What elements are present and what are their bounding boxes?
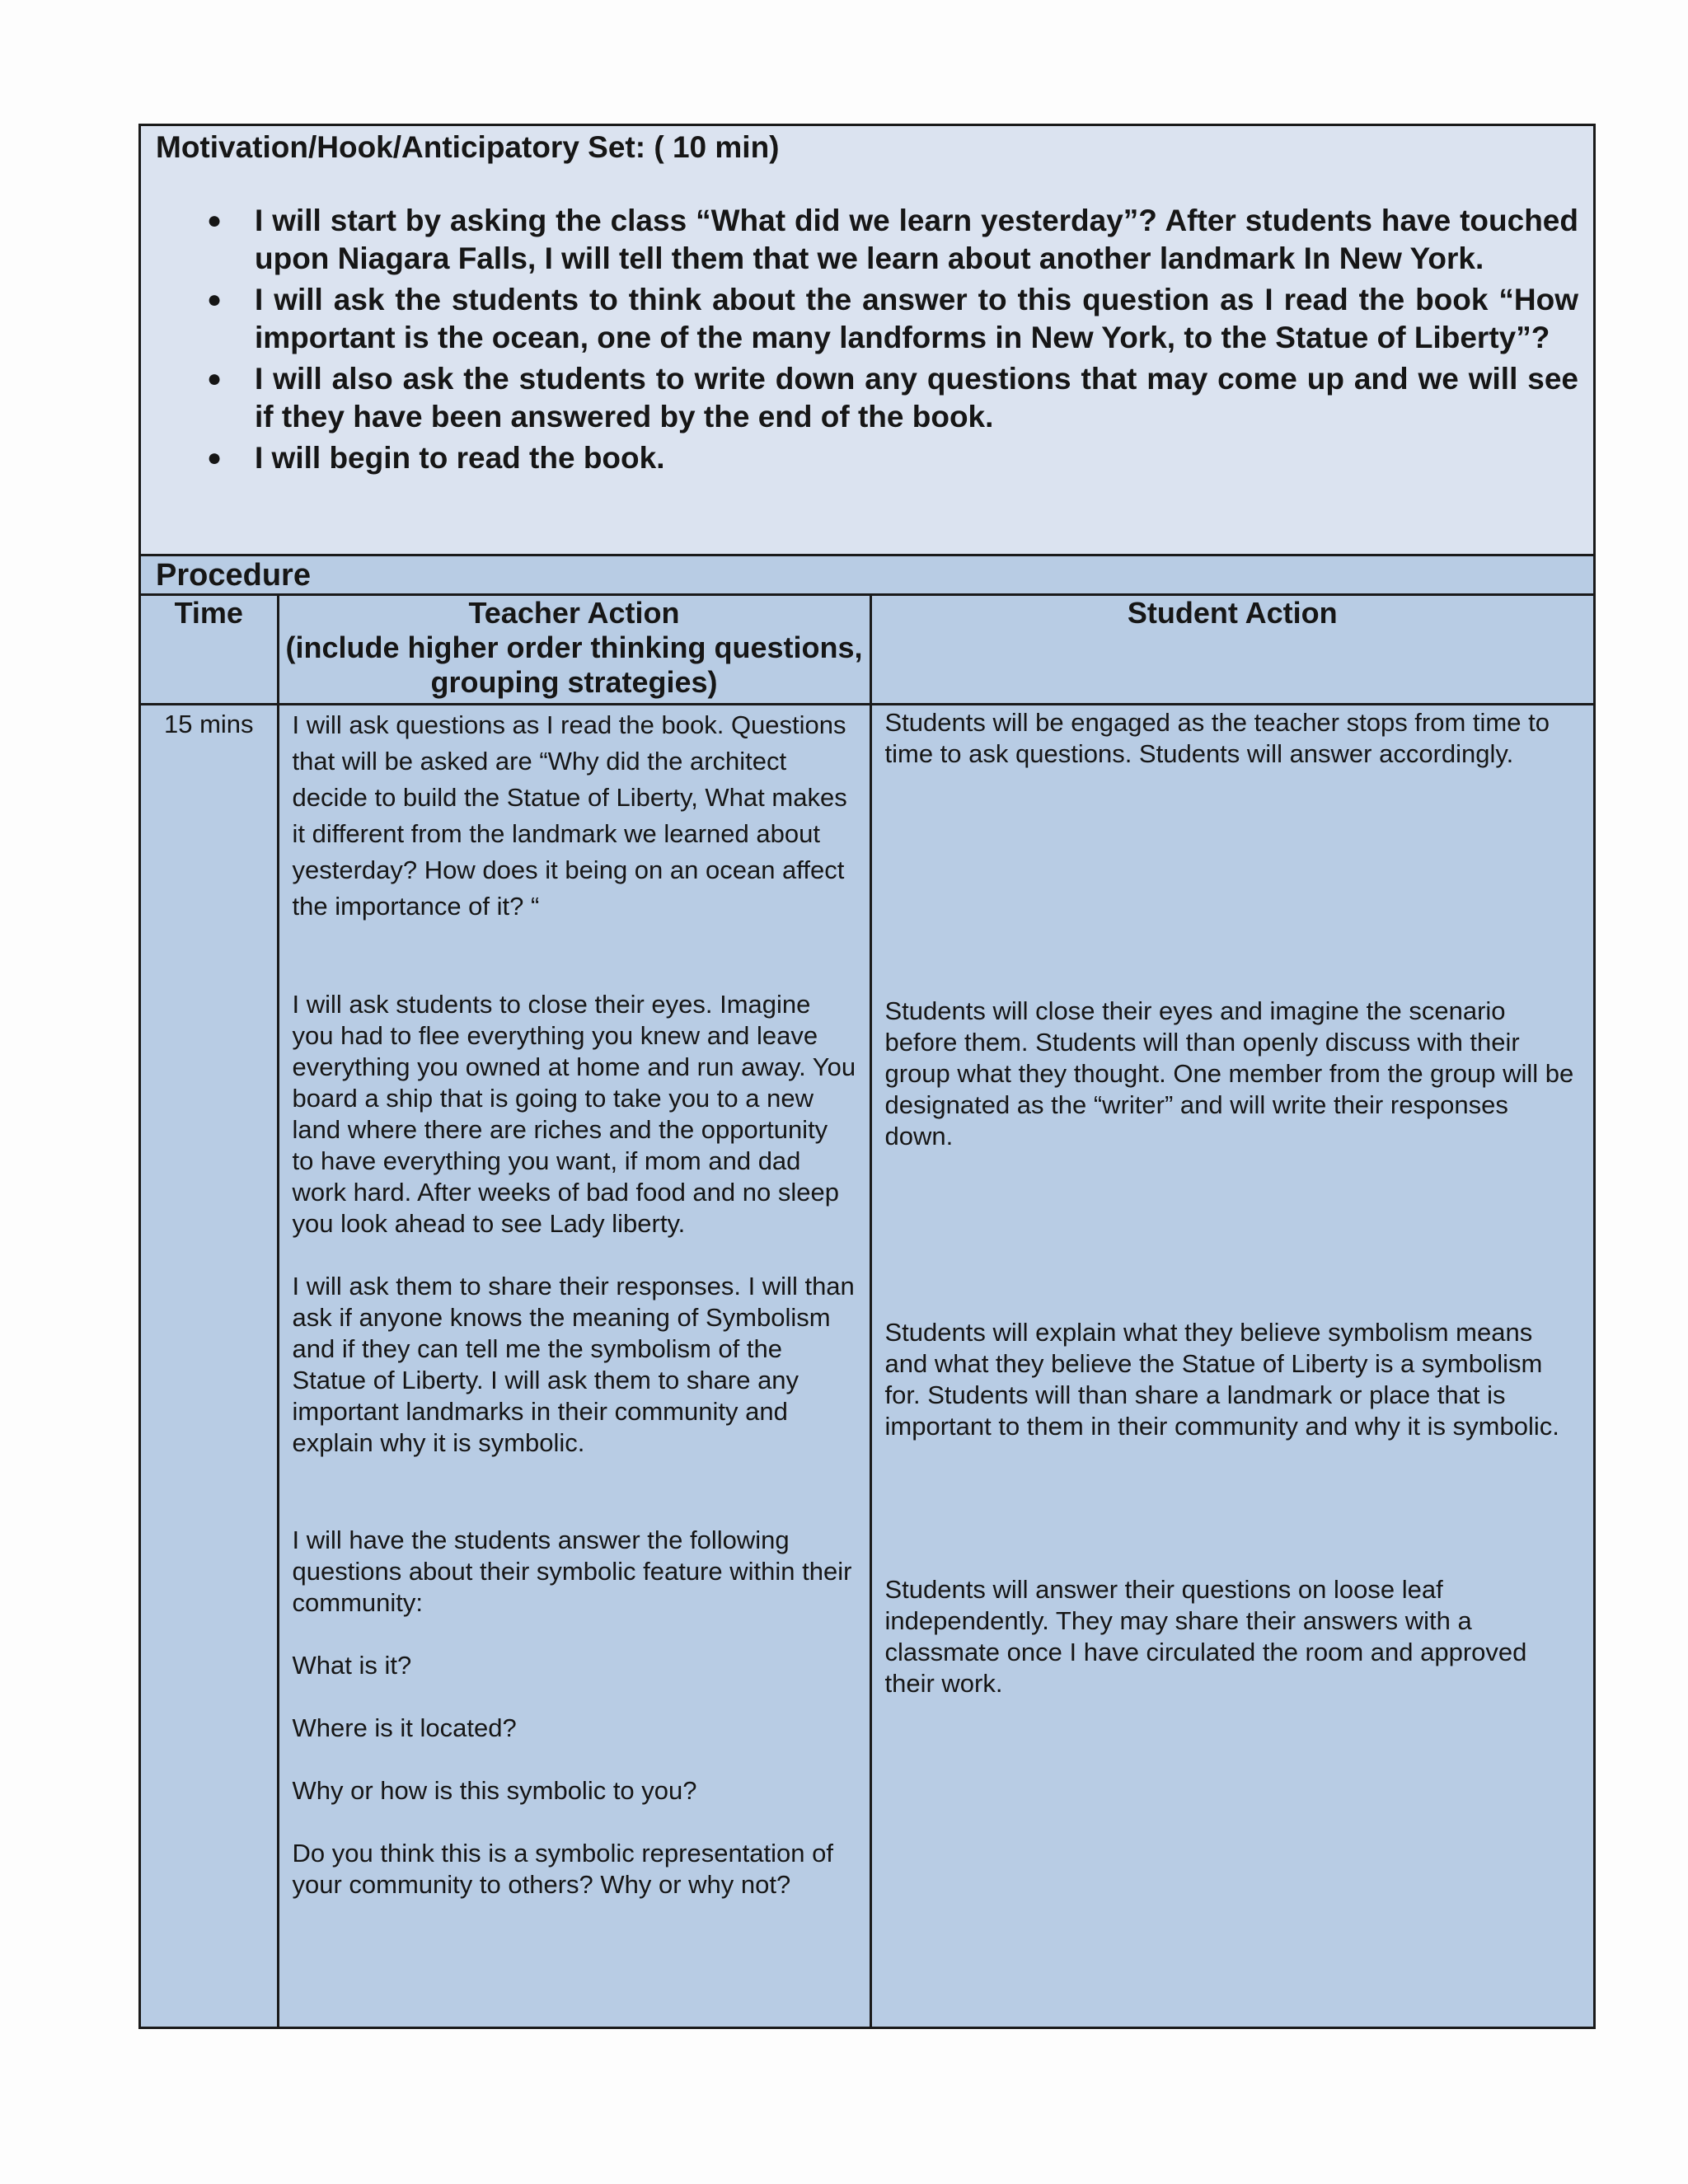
teacher-action-text: I will ask questions as I read the book. Questions that will be asked are “Why did the architect decide to build the Statue of Liberty, What makes it different from the landmark we learned about yesterday? How does it being on an ocean affect the importance of it? “	[292, 710, 847, 921]
student-action-text: Students will answer their questions on loose leaf independently. They may share their answers with a classmate once I have circulated the room and approved their work.	[884, 1575, 1527, 1698]
bullet-icon: ●	[207, 365, 223, 392]
teacher-action-text: I will ask students to close their eyes. Imagine you had to flee everything you knew and leave everything you owned at home and run away. You board a ship that is going to take you to a new land where there are riches and the opportunity to have everything you want, if mom and dad work hard. After weeks of bad food and no sleep you look ahead to see Lady liberty.	[292, 990, 856, 1238]
teacher-action-text: I will ask them to share their responses. I will than ask if anyone knows the meaning of Symbolism and if they can tell me the symbolism of the Statue of Liberty. I will ask them to share any important landmarks in their community and explain why it is symbolic.	[292, 1272, 855, 1457]
teacher-action-text: Why or how is this symbolic to you?	[292, 1776, 697, 1805]
motivation-bullet	[156, 202, 1578, 278]
procedure-row	[141, 705, 1593, 2027]
procedure-header-row	[141, 596, 1593, 705]
motivation-title: Motivation/Hook/Anticipatory Set: ( 10 min)	[156, 130, 780, 164]
motivation-bullet-text: I will ask the students to think about the answer to this question as I read the book “How important is the ocean, one of the many landforms in New York, to the Statue of Liberty”?	[255, 283, 1578, 354]
student-action-text: Students will close their eyes and imagine the scenario before them. Students will than openly discuss with their group what they thought. One member from the group will be designated as the “writer” and will write their responses down.	[884, 996, 1574, 1151]
bullet-icon: ●	[207, 207, 223, 234]
motivation-bullet-text: I will start by asking the class “What did we learn yesterday”? After students have touched upon Niagara Falls, I will tell them that we learn about another landmark In New York.	[255, 204, 1578, 275]
teacher-action-text: I will have the students answer the following questions about their symbolic feature within their community:	[292, 1526, 852, 1617]
teacher-action-text: Where is it located?	[292, 1713, 517, 1742]
bullet-icon: ●	[207, 286, 223, 313]
motivation-bullet	[156, 281, 1578, 357]
motivation-bullet	[156, 439, 1578, 477]
teacher-action-text: What is it?	[292, 1651, 412, 1680]
motivation-bullet-text: I will also ask the students to write down any questions that may come up and we will see if they have been answered by the end of the book.	[255, 362, 1578, 434]
teacher-action-text: Do you think this is a symbolic representation of your community to others? Why or why not?	[292, 1839, 833, 1899]
teacher-action-cell	[278, 705, 870, 2027]
time-cell	[141, 705, 278, 2027]
student-action-cell	[870, 705, 1593, 2027]
student-action-text: Students will explain what they believe symbolism means and what they believe the Statue of Liberty is a symbolism for. Students will than share a landmark or place that is important to them in their community and why it is symbolic.	[884, 1318, 1559, 1441]
motivation-section	[141, 126, 1593, 556]
student-action-text: Students will be engaged as the teacher stops from time to time to ask questions. Students will answer accordingly.	[884, 708, 1550, 768]
motivation-list	[156, 202, 1578, 477]
time-column-header: Time	[141, 596, 278, 705]
time-value: 15 mins	[163, 710, 254, 738]
lesson-plan-table	[138, 124, 1596, 2029]
procedure-table	[141, 596, 1593, 2027]
bullet-icon: ●	[207, 444, 223, 471]
motivation-bullet	[156, 360, 1578, 436]
motivation-bullet-text: I will begin to read the book.	[255, 441, 665, 475]
student-action-column-header: Student Action	[870, 596, 1593, 705]
teacher-action-column-header: Teacher Action (include higher order thinking questions, grouping strategies)	[278, 596, 870, 705]
procedure-title: Procedure	[141, 556, 1593, 596]
